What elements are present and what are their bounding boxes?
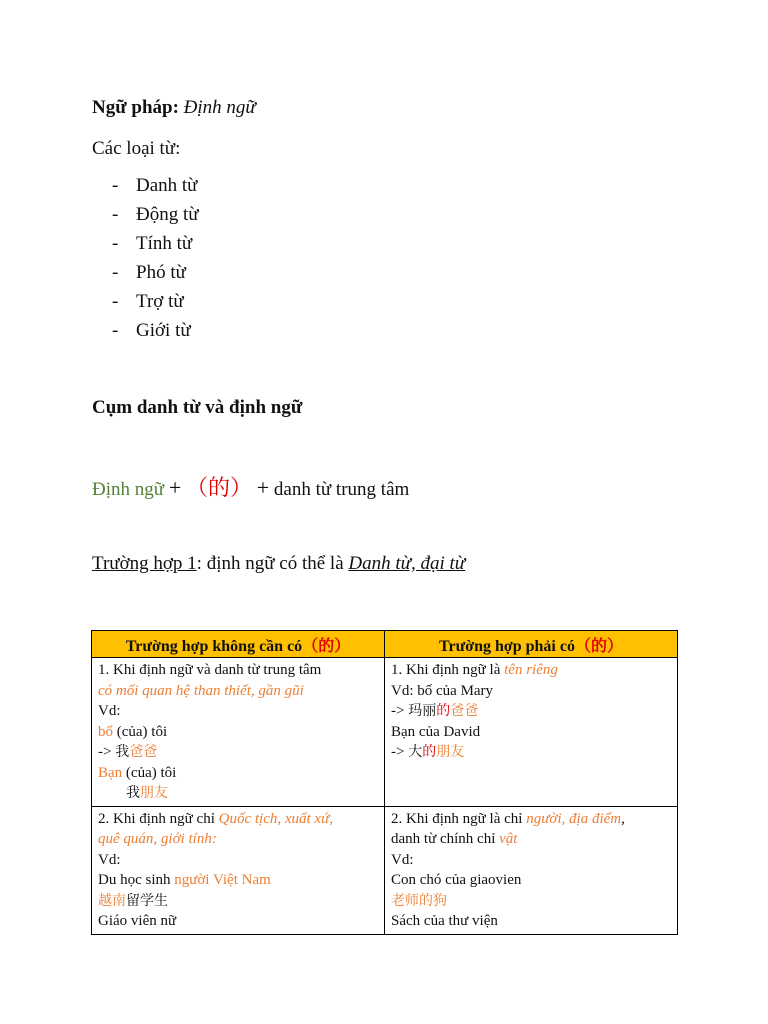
chinese-text: 老师的狗 [391, 892, 447, 909]
cell-text: 2. Khi định ngữ là chỉ [391, 810, 527, 827]
chinese-text: 我 [115, 744, 130, 760]
page-title [92, 97, 256, 119]
cell-text: , [621, 810, 625, 827]
cell-line: Vd: bố của Mary [391, 682, 494, 699]
list-dash: - [112, 262, 119, 283]
cell-line: Vd: [391, 851, 414, 868]
cell-text: 1. Khi định ngữ là [391, 662, 505, 678]
list-dash: - [112, 320, 119, 341]
cell-line [98, 722, 379, 743]
example-word: bố [98, 723, 113, 740]
cell-line [391, 660, 672, 681]
list-item-text: Danh từ [136, 175, 198, 196]
grammar-table [91, 630, 678, 935]
case-1-types: Danh từ, đại từ [348, 553, 466, 574]
cell-line: Bạn của David [391, 723, 481, 740]
cell-line: Giáo viên nữ [98, 913, 177, 929]
cell-line [98, 763, 379, 784]
chinese-text: 留学生 [126, 892, 168, 909]
list-item [112, 231, 199, 260]
list-item [112, 289, 199, 318]
header-particle: （的） [574, 635, 623, 655]
cell-line: Vd: [98, 851, 121, 868]
list-item-text: Động từ [136, 204, 199, 225]
formula-particle: （的） [185, 476, 252, 501]
title-label: Ngữ pháp: [92, 97, 179, 118]
chinese-text: 越南 [98, 892, 126, 909]
chinese-particle: 的 [422, 744, 437, 760]
chinese-text: 我 [126, 785, 140, 801]
table-cell [385, 658, 678, 807]
chinese-text: 玛丽 [408, 703, 437, 719]
table-header-row [92, 631, 678, 658]
cell-text: danh từ chính chỉ [391, 831, 500, 847]
table-row [92, 806, 678, 934]
chinese-text: 朋友 [436, 744, 465, 760]
cell-line: Con chó của giaovien [391, 872, 522, 888]
title-topic: Định ngữ [183, 97, 256, 118]
cell-text: tên riêng [504, 662, 558, 678]
word-types-label: Các loại từ: [92, 138, 181, 159]
cell-line: Sách của thư viện [391, 913, 498, 929]
header-text: Trường hợp không cần có [125, 637, 303, 655]
list-item [112, 318, 199, 347]
list-dash: - [112, 291, 119, 312]
chinese-particle: 的 [436, 703, 451, 719]
cell-text: người, địa điểm [526, 810, 622, 827]
cell-text: 2. Khi định ngữ chỉ [98, 810, 219, 827]
table-cell [92, 658, 385, 807]
case-1-line [92, 553, 465, 575]
formula-plus: + [168, 475, 182, 500]
cell-line: quê quán, giới tính: [98, 831, 217, 847]
list-dash: - [112, 204, 119, 225]
cell-line [391, 742, 672, 763]
cell-line [391, 809, 672, 830]
header-required [385, 631, 678, 658]
list-item [112, 260, 199, 289]
cell-line [391, 829, 672, 850]
list-item-text: Phó từ [136, 262, 186, 283]
header-particle: （的） [302, 635, 351, 655]
cell-text: Quốc tịch, xuất xứ, [218, 810, 334, 827]
example-rest: (của) tôi [113, 723, 168, 740]
chinese-text: 朋友 [140, 785, 168, 801]
list-item-text: Giới từ [136, 320, 191, 341]
header-not-required [92, 631, 385, 658]
formula [92, 471, 409, 502]
example-word: Bạn [98, 764, 123, 781]
formula-modifier: Định ngữ [92, 479, 165, 500]
case-1-label: Trường hợp 1 [92, 553, 197, 574]
cell-line [98, 870, 379, 891]
table-row [92, 658, 678, 807]
example-rest: (của) tôi [122, 764, 177, 781]
formula-plus: + [256, 475, 270, 500]
cell-line [98, 783, 379, 804]
list-item-text: Trợ từ [136, 291, 184, 312]
formula-head-noun: danh từ trung tâm [273, 479, 410, 500]
cell-line: 1. Khi định ngữ và danh từ trung tâm [98, 662, 322, 678]
cell-text: người Việt Nam [174, 872, 271, 888]
list-dash: - [112, 233, 119, 254]
arrow: -> [98, 744, 112, 760]
arrow: -> [391, 744, 405, 760]
chinese-text: 大 [408, 744, 423, 760]
cell-line: có mối quan hệ than thiết, gần gũi [98, 682, 304, 699]
cell-line [98, 742, 379, 763]
list-item [112, 173, 199, 202]
section-title: Cụm danh từ và định ngữ [92, 397, 303, 418]
cell-text: Du học sinh [98, 872, 175, 888]
list-item [112, 202, 199, 231]
table-cell [92, 806, 385, 934]
cell-line [98, 809, 379, 830]
header-text: Trường hợp phải có [439, 637, 575, 655]
cell-line [98, 891, 379, 912]
word-types-list [112, 173, 199, 347]
cell-line: Vd: [98, 703, 121, 719]
cell-line [391, 701, 672, 722]
list-dash: - [112, 175, 119, 196]
cell-text: vật [499, 831, 518, 847]
chinese-text: 爸爸 [450, 703, 479, 719]
chinese-text: 爸爸 [129, 744, 158, 760]
table-cell [385, 806, 678, 934]
arrow: -> [391, 703, 405, 719]
case-1-text: : định ngữ có thể là [196, 553, 349, 574]
list-item-text: Tính từ [136, 233, 193, 254]
